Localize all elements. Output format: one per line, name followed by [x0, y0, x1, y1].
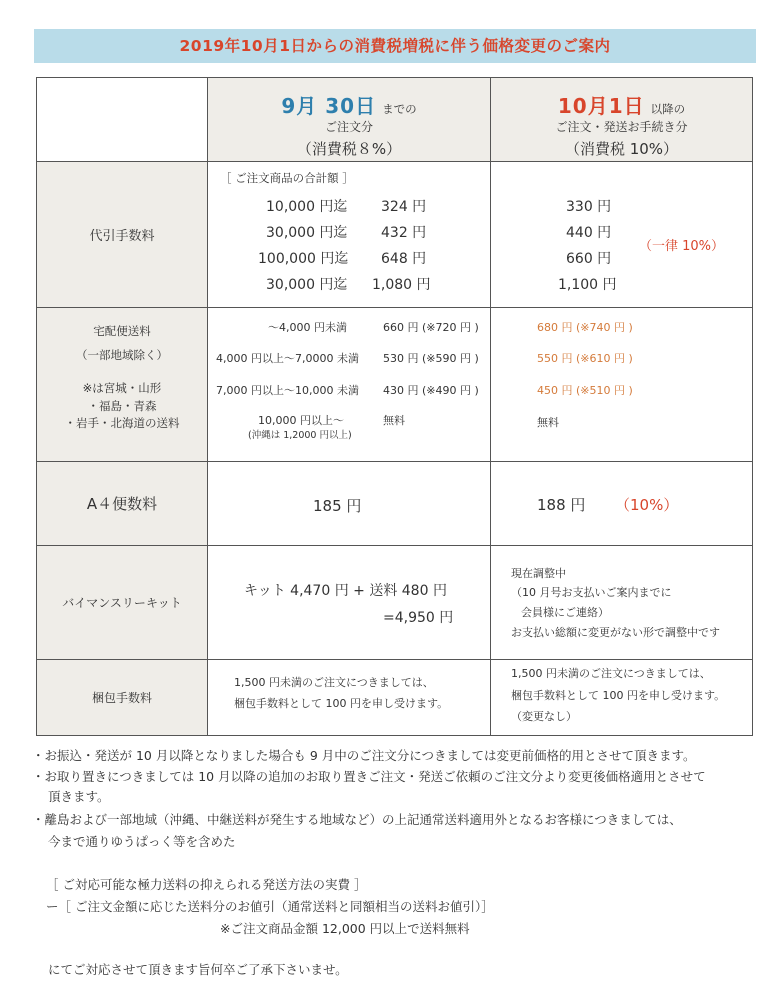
bimonthly-new-2: （10 月号お支払いご案内までに: [511, 586, 672, 599]
packing-new-1: 1,500 円未満のご注文につきましては、: [511, 667, 711, 680]
cod-flat-rate: （一律 10%）: [639, 239, 725, 254]
bimonthly-new-4: お支払い総額に変更がない形で調整中です: [511, 626, 720, 639]
note-4: ［ ご対応可能な極力送料の抑えられる発送方法の実費 ］: [46, 877, 367, 892]
packing-old-2: 梱包手数料として 100 円を申し受けます。: [234, 697, 449, 710]
a4-row: [37, 462, 753, 546]
cod-old-4: 1,080 円: [372, 277, 431, 293]
a4-percent: （10%）: [615, 496, 679, 514]
cod-label: 代引手数料: [37, 162, 208, 308]
delivery-old-3: 430 円 (※490 円 ): [383, 384, 479, 397]
packing-old-1: 1,500 円未満のご注文につきましては、: [234, 676, 434, 689]
delivery-before-cell: [208, 308, 491, 462]
price-change-table: [36, 77, 753, 736]
delivery-new-2: 550 円 (※610 円 ): [537, 352, 633, 365]
after-sub: ご注文・発送お手続き分: [555, 120, 688, 134]
delivery-label-5: ・岩手・北海道の送料: [64, 416, 180, 430]
note-1: ・お振込・発送が 10 月以降となりました場合も 9 月中のご注文分につきましては変更前価格的用とさせて頂きます。: [32, 748, 696, 763]
note-3a: ・離島および一部地域（沖縄、中継送料が発生する地域など）の上記通常送料適用外となるお客様につきましては、: [32, 812, 682, 827]
bimonthly-old-2: =4,950 円: [383, 610, 454, 626]
delivery-old-2: 530 円 (※590 円 ): [383, 352, 479, 365]
before-tax: （消費税８%）: [296, 140, 402, 158]
cod-range-1: 10,000 円迄: [266, 199, 348, 215]
packing-new-2: 梱包手数料として 100 円を申し受けます。: [511, 689, 726, 702]
delivery-range-3: 7,000 円以上〜10,000 未満: [216, 384, 359, 397]
bimonthly-label: バイマンスリーキット: [37, 546, 208, 660]
delivery-label-4: ・福島・青森: [87, 399, 157, 413]
delivery-free-note: (沖縄は 1,2000 円以上): [248, 430, 352, 441]
after-suffix: 以降の: [650, 102, 686, 116]
delivery-row: [37, 308, 753, 462]
delivery-range-1: 〜4,000 円未満: [268, 321, 347, 334]
before-date: 9月 30日: [281, 94, 377, 118]
header-corner-cell: [37, 78, 208, 162]
packing-after-cell: [491, 660, 753, 736]
delivery-free-old: 無料: [383, 414, 405, 427]
cod-row: [37, 162, 753, 308]
cod-new-3: 660 円: [566, 251, 612, 267]
delivery-label-1: 宅配便送料: [93, 324, 151, 338]
cod-old-3: 648 円: [381, 251, 427, 267]
cod-new-1: 330 円: [566, 199, 612, 215]
cod-range-2: 30,000 円迄: [266, 225, 348, 241]
delivery-free-range: 10,000 円以上〜: [258, 414, 344, 427]
header-after-cell: [491, 78, 753, 162]
packing-label: 梱包手数料: [37, 660, 208, 736]
cod-new-2: 440 円: [566, 225, 612, 241]
page-title-banner: 2019年10月1日からの消費税増税に伴う価格変更のご案内: [34, 29, 756, 63]
delivery-label-cell: [37, 308, 208, 462]
note-2b: 頂きます。: [48, 789, 110, 804]
after-date: 10月1日: [557, 94, 645, 118]
delivery-after-cell: [491, 308, 753, 462]
cod-old-2: 432 円: [381, 225, 427, 241]
note-7: にてご対応させて頂きます旨何卒ご了承下さいませ。: [48, 962, 348, 977]
note-6: ※ご注文商品金額 12,000 円以上で送料無料: [220, 921, 470, 936]
cod-old-1: 324 円: [381, 199, 427, 215]
delivery-new-1: 680 円 (※740 円 ): [537, 321, 633, 334]
bimonthly-new-1: 現在調整中: [511, 567, 566, 580]
delivery-free-new: 無料: [537, 416, 559, 429]
a4-after-cell: [491, 462, 753, 546]
note-5: ー［ ご注文金額に応じた送料分のお値引（通常送料と同額相当の送料お値引）］: [46, 899, 494, 914]
packing-new-3: （変更なし）: [511, 710, 577, 723]
bimonthly-old-1: キット 4,470 円 + 送料 480 円: [244, 583, 447, 599]
a4-before-cell: [208, 462, 491, 546]
delivery-label-2: （一部地域除く）: [76, 348, 168, 362]
packing-row: [37, 660, 753, 736]
cod-range-3: 100,000 円迄: [258, 251, 349, 267]
cod-new-4: 1,100 円: [558, 277, 617, 293]
a4-old: 185 円: [313, 497, 362, 515]
table-header-row: [37, 78, 753, 162]
note-2a: ・お取り置きにつきましては 10 月以降の追加のお取り置きご注文・発送ご依頼のご注文分より変更後価格適用とさせて: [32, 769, 706, 784]
delivery-label-3: ※は宮城・山形: [82, 381, 162, 395]
delivery-range-2: 4,000 円以上〜7,0000 未満: [216, 352, 359, 365]
cod-before-cell: [208, 162, 491, 308]
delivery-old-1: 660 円 (※720 円 ): [383, 321, 479, 334]
packing-before-cell: [208, 660, 491, 736]
cod-note: ［ ご注文商品の合計額 ］: [220, 171, 354, 185]
cod-range-4: 30,000 円迄: [266, 277, 348, 293]
bimonthly-before-cell: [208, 546, 491, 660]
cod-after-cell: [491, 162, 753, 308]
a4-new: 188 円: [537, 496, 586, 514]
a4-label: A４便数料: [37, 462, 208, 546]
bimonthly-after-cell: [491, 546, 753, 660]
note-3b: 今まで通りゆうぱっく等を含めた: [48, 834, 236, 849]
bimonthly-row: [37, 546, 753, 660]
header-before-cell: [208, 78, 491, 162]
delivery-new-3: 450 円 (※510 円 ): [537, 384, 633, 397]
after-tax: （消費税 10%）: [564, 140, 679, 158]
bimonthly-new-3: 会員様にご連絡）: [521, 606, 609, 619]
before-sub: ご注文分: [324, 120, 373, 134]
before-suffix: までの: [382, 102, 417, 116]
